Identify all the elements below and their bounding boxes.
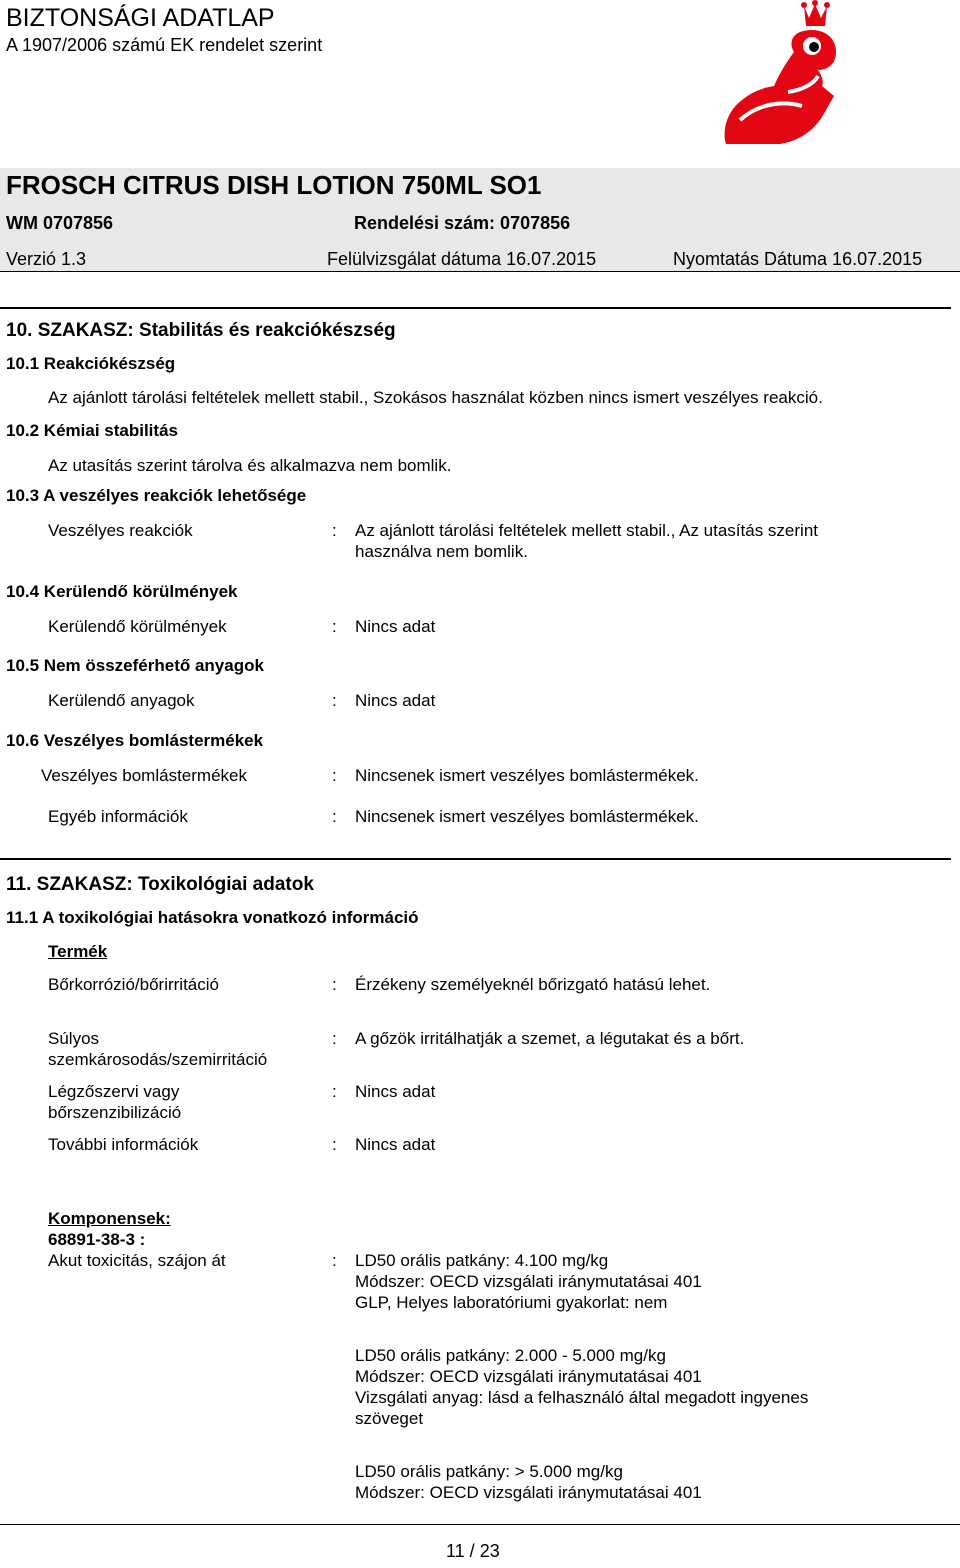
field-colon: : (332, 691, 337, 710)
banner-divider (0, 271, 960, 272)
cas-number: 68891-38-3 : (48, 1230, 146, 1249)
revision-date: Felülvizsgálat dátuma 16.07.2015 (327, 249, 597, 269)
product-name: FROSCH CITRUS DISH LOTION 750ML SO1 (6, 170, 542, 200)
components-label: Komponensek: (48, 1209, 171, 1228)
field-value: Nincsenek ismert veszélyes bomlástermékek. (355, 766, 699, 785)
subsection-title: 10.1 Reakciókészség (6, 354, 176, 373)
tox-label: További információk (48, 1135, 199, 1154)
section-11-heading: 11. SZAKASZ: Toxikológiai adatok (6, 874, 314, 895)
print-date: Nyomtatás Dátuma 16.07.2015 (673, 249, 923, 269)
field-colon: : (332, 617, 337, 636)
order-number: Rendelési szám: 0707856 (354, 213, 571, 233)
field-colon: : (332, 521, 337, 540)
method-line: Módszer: OECD vizsgálati iránymutatásai 401 (355, 1272, 702, 1291)
test-substance-line: szöveget (355, 1409, 424, 1428)
product-wm: WM 0707856 (6, 213, 114, 233)
section-divider (0, 307, 951, 309)
reactivity-text: Az ajánlott tárolási feltételek mellett stabil., Szokásos használat közben nincs ismert veszélyes reakció. (48, 388, 823, 407)
field-label: Kerülendő anyagok (48, 691, 195, 710)
method-line: Módszer: OECD vizsgálati iránymutatásai 401 (355, 1367, 702, 1386)
field-colon: : (332, 1082, 337, 1101)
footer-divider (0, 1524, 960, 1525)
field-colon: : (332, 807, 337, 826)
field-label: Veszélyes bomlástermékek (41, 766, 247, 785)
field-value: használva nem bomlik. (355, 542, 528, 561)
ld50-line: LD50 orális patkány: 4.100 mg/kg (355, 1251, 609, 1270)
tox-label: Bőrkorrózió/bőrirritáció (48, 975, 219, 994)
subsection-title: 10.3 A veszélyes reakciók lehetősége (6, 486, 307, 505)
test-substance-line: Vizsgálati anyag: lásd a felhasználó által megadott ingyenes (355, 1388, 809, 1407)
document-title: BIZTONSÁGI ADATLAP (6, 4, 275, 32)
acute-toxicity-label: Akut toxicitás, szájon át (48, 1251, 226, 1270)
subsection-title: 10.5 Nem összeférhető anyagok (6, 656, 264, 675)
document-subtitle: A 1907/2006 számú EK rendelet szerint (6, 35, 323, 55)
field-label: Veszélyes reakciók (48, 521, 193, 540)
ld50-line: LD50 orális patkány: 2.000 - 5.000 mg/kg (355, 1346, 666, 1365)
tox-label: szemkárosodás/szemirritáció (48, 1050, 268, 1069)
field-colon: : (332, 1029, 337, 1048)
subsection-title: 10.4 Kerülendő körülmények (6, 582, 238, 601)
frosch-logo (718, 0, 838, 146)
version: Verzió 1.3 (6, 249, 87, 269)
tox-value: Nincs adat (355, 1082, 436, 1101)
tox-label: Légzőszervi vagy (48, 1082, 180, 1101)
product-label: Termék (48, 942, 108, 961)
tox-value: Érzékeny személyeknél bőrizgató hatású lehet. (355, 975, 711, 994)
tox-label: bőrszenzibilizáció (48, 1103, 182, 1122)
tox-label: Súlyos (48, 1029, 100, 1048)
field-label: Egyéb információk (48, 807, 188, 826)
field-colon: : (332, 766, 337, 785)
section-divider (0, 858, 951, 860)
method-line: Módszer: OECD vizsgálati iránymutatásai 401 (355, 1483, 702, 1502)
field-value: Nincsenek ismert veszélyes bomlástermékek. (355, 807, 699, 826)
field-label: Kerülendő körülmények (48, 617, 227, 636)
subsection-title: 10.6 Veszélyes bomlástermékek (6, 731, 264, 750)
glp-line: GLP, Helyes laboratóriumi gyakorlat: nem (355, 1293, 668, 1312)
field-value: Nincs adat (355, 617, 436, 636)
field-colon: : (332, 1251, 337, 1270)
tox-value: Nincs adat (355, 1135, 436, 1154)
subsection-title: 10.2 Kémiai stabilitás (6, 421, 178, 440)
ld50-line: LD50 orális patkány: > 5.000 mg/kg (355, 1462, 623, 1481)
subsection-title: 11.1 A toxikológiai hatásokra vonatkozó információ (6, 908, 419, 927)
field-value: Az ajánlott tárolási feltételek mellett stabil., Az utasítás szerint (355, 521, 818, 540)
field-value: Nincs adat (355, 691, 436, 710)
stability-text: Az utasítás szerint tárolva és alkalmazva nem bomlik. (48, 456, 452, 475)
field-colon: : (332, 975, 337, 994)
field-colon: : (332, 1135, 337, 1154)
page-number: 11 / 23 (446, 1541, 500, 1561)
tox-value: A gőzök irritálhatják a szemet, a légutakat és a bőrt. (355, 1029, 745, 1048)
section-10-heading: 10. SZAKASZ: Stabilitás és reakciókészség (6, 320, 396, 341)
